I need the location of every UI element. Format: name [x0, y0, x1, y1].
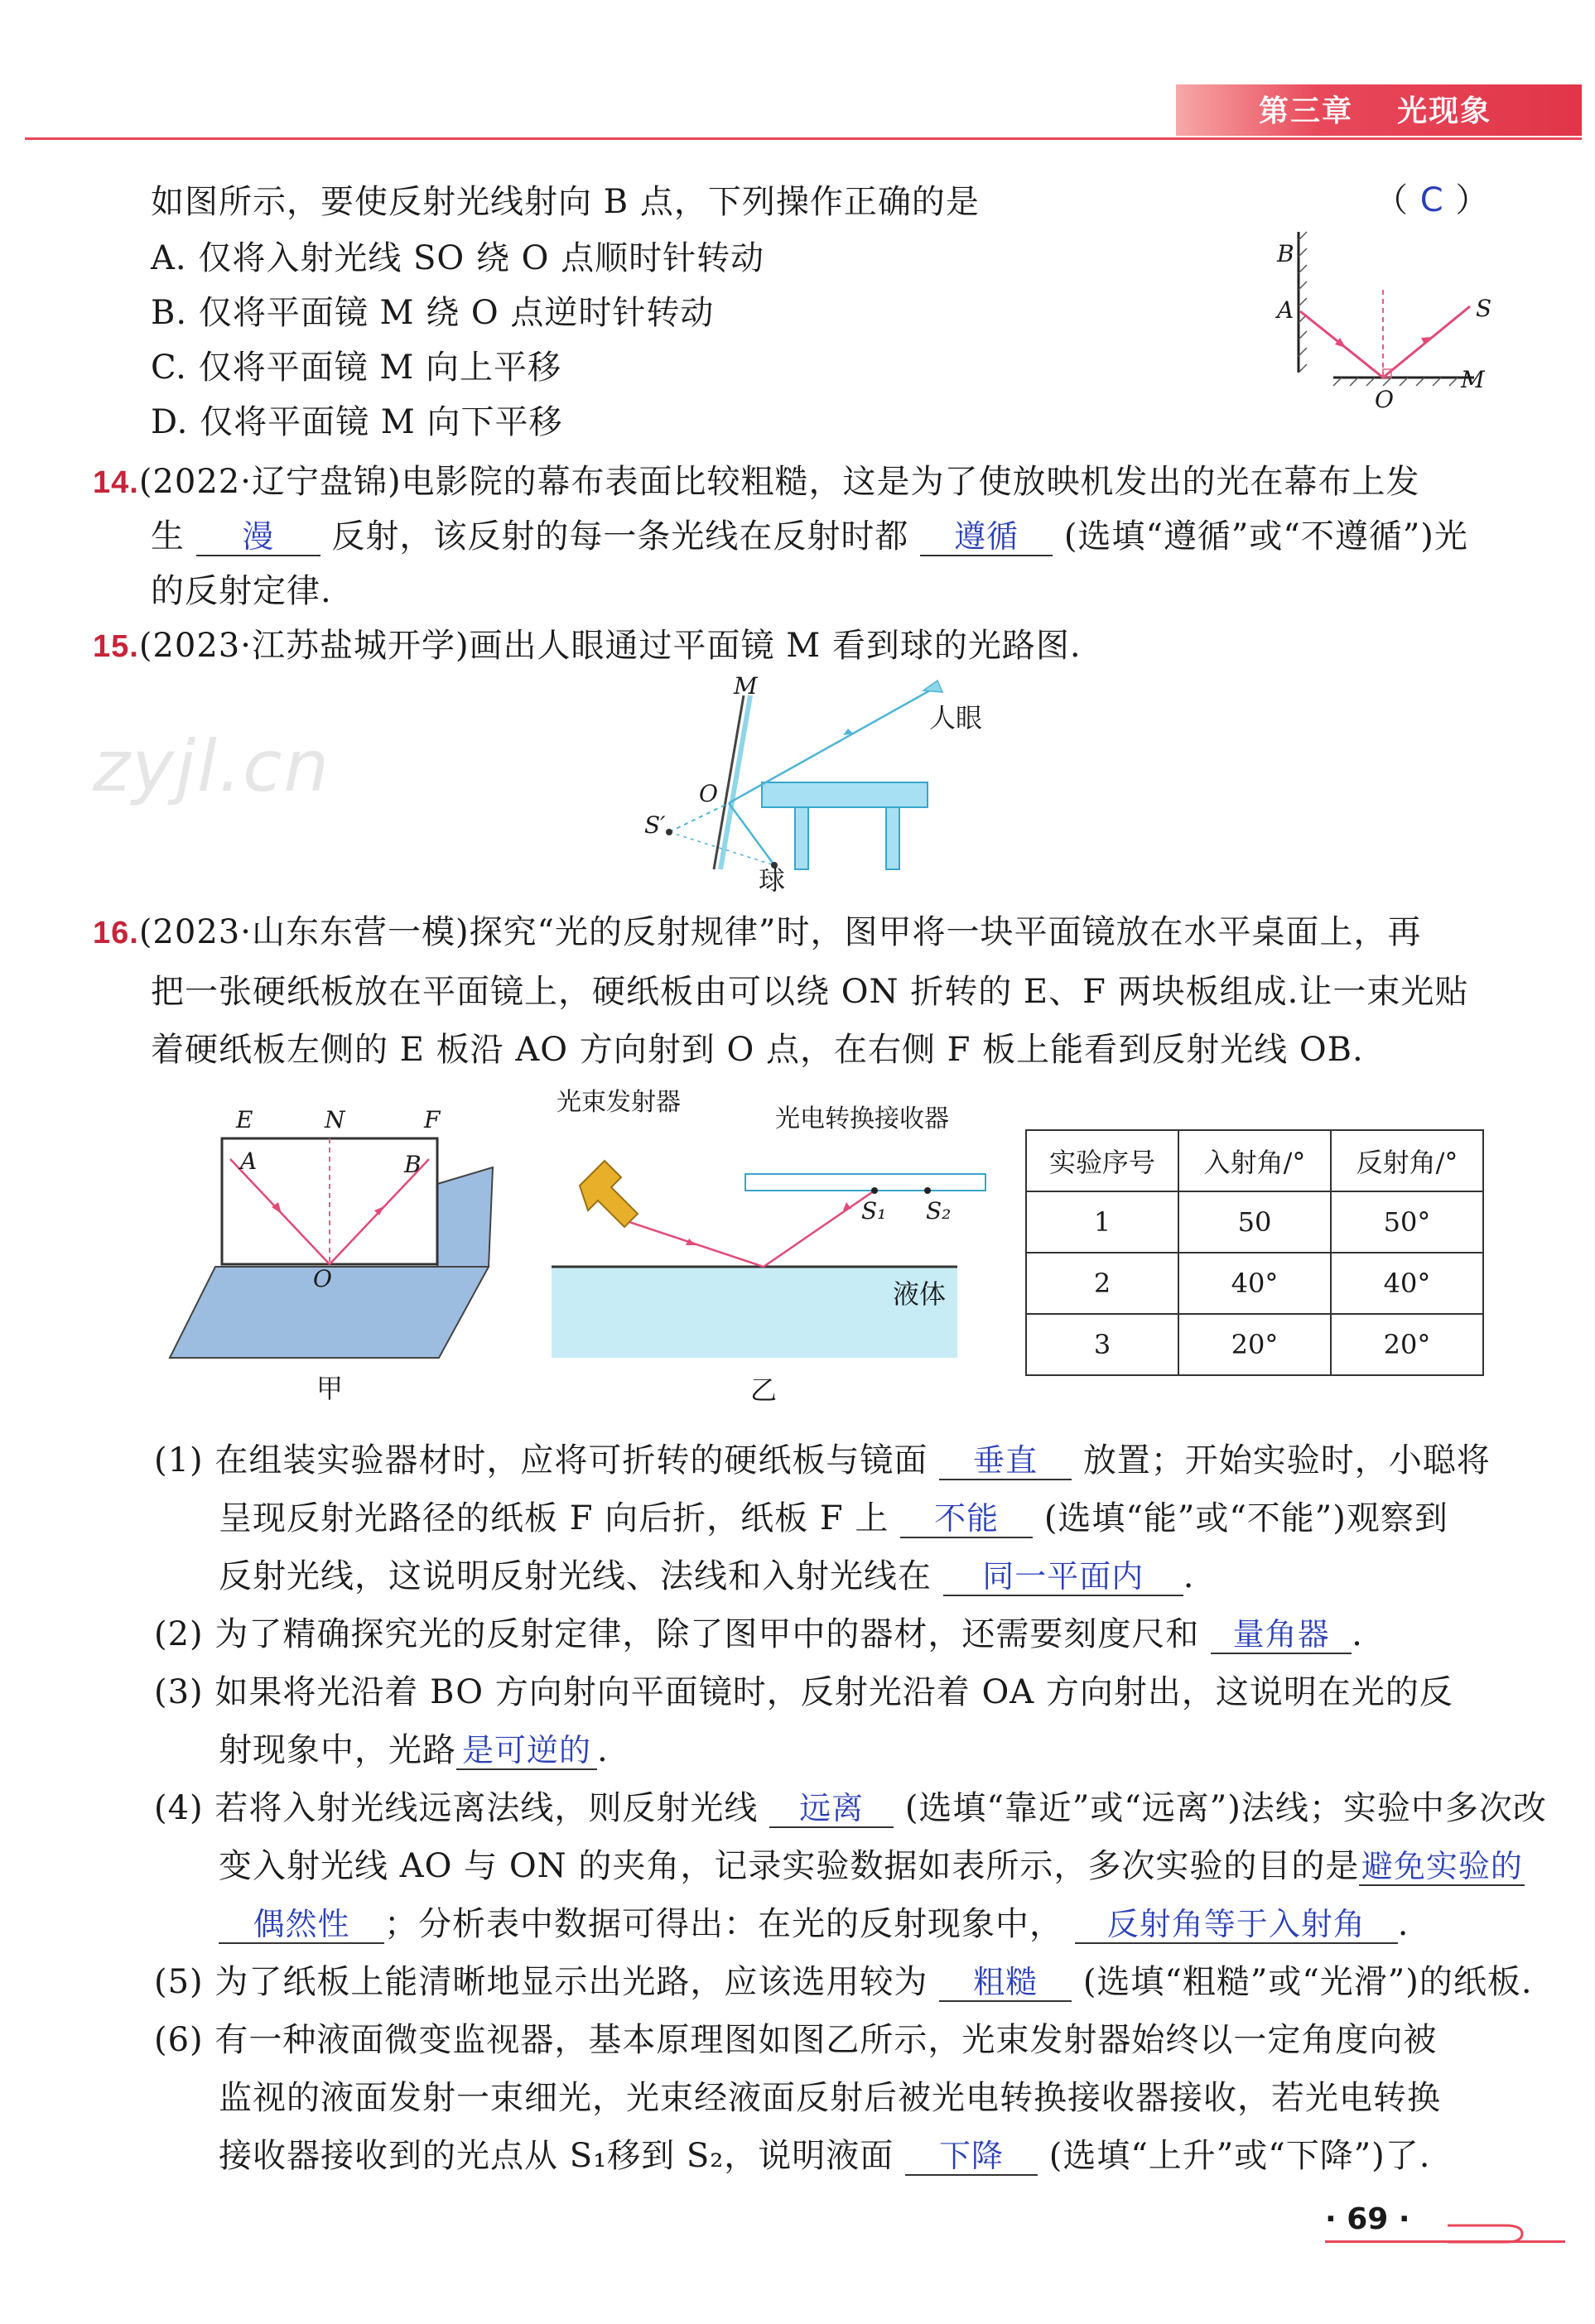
q13-option-d: D. 仅将平面镜 M 向下平移: [151, 403, 563, 441]
q16-figure-yi: [547, 1109, 994, 1366]
watermark: zyjl.cn: [93, 725, 330, 808]
q16-line3: 着硬纸板左侧的 E 板沿 AO 方向射到 O 点，在右侧 F 板上能看到反射光线 OB.: [151, 1031, 1364, 1069]
chapter-name: 光现象: [1397, 94, 1492, 128]
q15-label-o: O: [699, 780, 718, 807]
q13-option-b: B. 仅将平面镜 M 绕 O 点逆时针转动: [151, 294, 715, 332]
q15-number: 15.: [93, 629, 139, 664]
table-row: [1026, 1191, 1483, 1253]
yi-receiver-label: 光电转换接收器: [775, 1104, 949, 1133]
page-number: · 69 ·: [1325, 2202, 1410, 2236]
p6-blank[interactable]: 下降: [905, 2138, 1038, 2176]
q14-blank1[interactable]: 漫: [196, 518, 320, 556]
yi-caption: 乙: [750, 1374, 778, 1406]
jia-label-o: O: [313, 1265, 332, 1292]
table-cell: 3: [1026, 1314, 1178, 1375]
q16-data-table: [1025, 1129, 1484, 1376]
q14-text2a: 生: [151, 517, 185, 556]
q13-stem: 如图所示，要使反射光线射向 B 点，下列操作正确的是: [151, 183, 980, 221]
jia-caption: 甲: [316, 1373, 344, 1404]
table-cell: 50: [1178, 1191, 1331, 1253]
q13-answer-bracket: [1375, 174, 1489, 221]
q16-p3-line1: (3) 如果将光沿着 BO 方向射向平面镜时，反射光沿着 OA 方向射出，这说明在光的反: [154, 1673, 1453, 1711]
q16-p3-line2: [219, 1724, 609, 1771]
p1-text-c2: (选填“能”或“不能”)观察到: [1043, 1499, 1448, 1537]
p6-text-c: 接收器接收到的光点从 S₁移到 S₂，说明液面: [219, 2137, 894, 2175]
q16-p1-line1: [154, 1434, 1491, 1481]
p4-blank2-cont[interactable]: 偶然性: [219, 1906, 384, 1944]
jia-label-f: F: [424, 1106, 441, 1133]
q15-label-eye: 人眼: [929, 702, 983, 734]
q13-option-c: C. 仅将平面镜 M 向上平移: [151, 349, 561, 387]
p1-text-d2: .: [1183, 1557, 1195, 1595]
q16-p5-line: [154, 1956, 1533, 2003]
p1-blank3[interactable]: 同一平面内: [943, 1558, 1183, 1596]
q13-label-m: M: [1461, 366, 1485, 393]
jia-label-b: B: [404, 1151, 422, 1178]
q16-p2-line: [154, 1608, 1363, 1655]
p2-text-c: .: [1352, 1615, 1363, 1653]
table-header-row: [1026, 1130, 1483, 1191]
table-header: 入射角/°: [1178, 1130, 1331, 1191]
q16-p6-line3: [219, 2129, 1430, 2177]
q13-option-a: A. 仅将入射光线 SO 绕 O 点顺时针转动: [151, 239, 765, 277]
q14-number: 14.: [93, 465, 139, 500]
q13-label-o: O: [1375, 386, 1394, 413]
p5-text-a: (5) 为了纸板上能清晰地显示出光路，应该选用较为: [154, 1963, 928, 2001]
chapter-title: [1259, 88, 1491, 130]
q15-line: [93, 619, 1082, 666]
p6-text-d: (选填“上升”或“下降”)了.: [1048, 2137, 1431, 2175]
jia-label-e: E: [236, 1106, 253, 1133]
header-rule: [25, 137, 1582, 140]
q15-label-m: M: [734, 672, 758, 700]
q15-label-s-prime: S′: [644, 811, 666, 839]
p1-text-a2: 放置；开始实验时，小聪将: [1082, 1441, 1491, 1480]
q16-p6-line1: (6) 有一种液面微变监视器，基本原理图如图乙所示，光束发射器始终以一定角度向被: [154, 2021, 1438, 2059]
yi-label-s1: S₁: [861, 1197, 887, 1225]
p4-text-a: (4) 若将入射光线远离法线，则反射光线: [154, 1789, 759, 1827]
q14-text2b: 反射，该反射的每一条光线在反射时都: [331, 517, 909, 556]
p3-text-c: 射现象中，光路: [219, 1731, 456, 1769]
jia-label-a: A: [240, 1148, 258, 1175]
table-row: [1026, 1253, 1483, 1314]
q16-p4-line3: [219, 1898, 1409, 1945]
table-header: 反射角/°: [1331, 1130, 1483, 1191]
q16-figure-jia: [166, 1109, 497, 1374]
q14-line1: [93, 455, 1420, 503]
q16-p4-line1: [154, 1782, 1547, 1829]
q16-p1-line3: [219, 1550, 1194, 1597]
p1-blank1[interactable]: 垂直: [939, 1442, 1072, 1480]
q14-text2c: (选填“遵循”或“不遵循”)光: [1063, 517, 1468, 556]
p5-text-c: (选填“粗糙”或“光滑”)的纸板.: [1082, 1963, 1533, 2001]
footer-ornament-icon: [1441, 2209, 1532, 2245]
p1-text-c: 呈现反射光路径的纸板 F 向后折，纸板 F 上: [219, 1499, 889, 1537]
p4-text-a2: (选填“靠近”或“远离”)法线；实验中多次改: [904, 1789, 1547, 1827]
p3-text-d: .: [597, 1731, 609, 1769]
q16-number: 16.: [93, 916, 139, 950]
p1-text-a: (1) 在组装实验器材时，应将可折转的硬纸板与镜面: [154, 1441, 928, 1480]
q14-line3: 的反射定律.: [151, 572, 332, 610]
q16-line2: 把一张硬纸板放在平面镜上，硬纸板由可以绕 ON 折转的 E、F 两块板组成.让一束光贴: [151, 973, 1469, 1011]
p4-blank2[interactable]: 避免实验的: [1359, 1848, 1525, 1886]
table-row: [1026, 1314, 1483, 1375]
table-cell: 20°: [1178, 1314, 1331, 1375]
q13-label-b: B: [1277, 240, 1294, 267]
yi-liquid-label: 液体: [893, 1278, 947, 1310]
yi-label-s2: S₂: [926, 1197, 952, 1225]
q13-label-s: S: [1476, 295, 1492, 322]
q13-answer: C: [1419, 181, 1444, 219]
jia-label-n: N: [325, 1106, 345, 1133]
table-cell: 1: [1026, 1191, 1178, 1253]
p4-text-c: 变入射光线 AO 与 ON 的夹角，记录实验数据如表所示，多次实验的目的是: [219, 1847, 1360, 1885]
table-cell: 40°: [1178, 1253, 1331, 1314]
p4-text-d2: .: [1397, 1905, 1409, 1943]
q15-text: (2023·江苏盐城开学)画出人眼通过平面镜 M 看到球的光路图.: [138, 627, 1082, 665]
q14-blank2[interactable]: 遵循: [920, 518, 1053, 556]
q16-p6-line2: 监视的液面发射一束细光，光束经液面反射后被光电转换接收器接收，若光电转换: [219, 2079, 1441, 2117]
table-cell: 2: [1026, 1253, 1178, 1314]
p2-text-a: (2) 为了精确探究光的反射定律，除了图甲中的器材，还需要刻度尺和: [154, 1615, 1200, 1653]
table-cell: 20°: [1331, 1314, 1483, 1375]
table-header: 实验序号: [1026, 1130, 1178, 1191]
bracket-open: （: [1375, 181, 1409, 219]
chapter-label: 第三章: [1259, 94, 1354, 128]
q14-text1: (2022·辽宁盘锦)电影院的幕布表面比较粗糙，这是为了使放映机发出的光在幕布上发: [138, 463, 1420, 501]
q16-text1: (2023·山东东营一模)探究“光的反射规律”时，图甲将一块平面镜放在水平桌面上，再: [138, 913, 1422, 951]
yi-emitter-label: 光束发射器: [557, 1088, 681, 1117]
p4-blank1[interactable]: 远离: [769, 1790, 894, 1828]
p2-blank[interactable]: 量角器: [1211, 1616, 1352, 1654]
bracket-close: ）: [1455, 181, 1490, 219]
q16-p4-line2: [219, 1840, 1525, 1887]
q15-label-ball: 球: [759, 864, 786, 896]
p5-blank[interactable]: 粗糙: [939, 1964, 1072, 2002]
q14-line2: [151, 510, 1468, 557]
p3-blank[interactable]: 是可逆的: [456, 1732, 597, 1770]
p4-blank3[interactable]: 反射角等于入射角: [1075, 1906, 1398, 1944]
table-cell: 50°: [1331, 1191, 1483, 1253]
p1-blank2[interactable]: 不能: [900, 1500, 1033, 1538]
table-cell: 40°: [1331, 1253, 1483, 1314]
q13-label-a: A: [1277, 296, 1294, 324]
p4-text-d: ；分析表中数据可得出：在光的反射现象中，: [384, 1905, 1063, 1943]
p1-text-d: 反射光线，这说明反射光线、法线和入射光线在: [219, 1557, 932, 1595]
q16-p1-line2: [219, 1492, 1448, 1539]
q16-line1: [93, 906, 1421, 953]
